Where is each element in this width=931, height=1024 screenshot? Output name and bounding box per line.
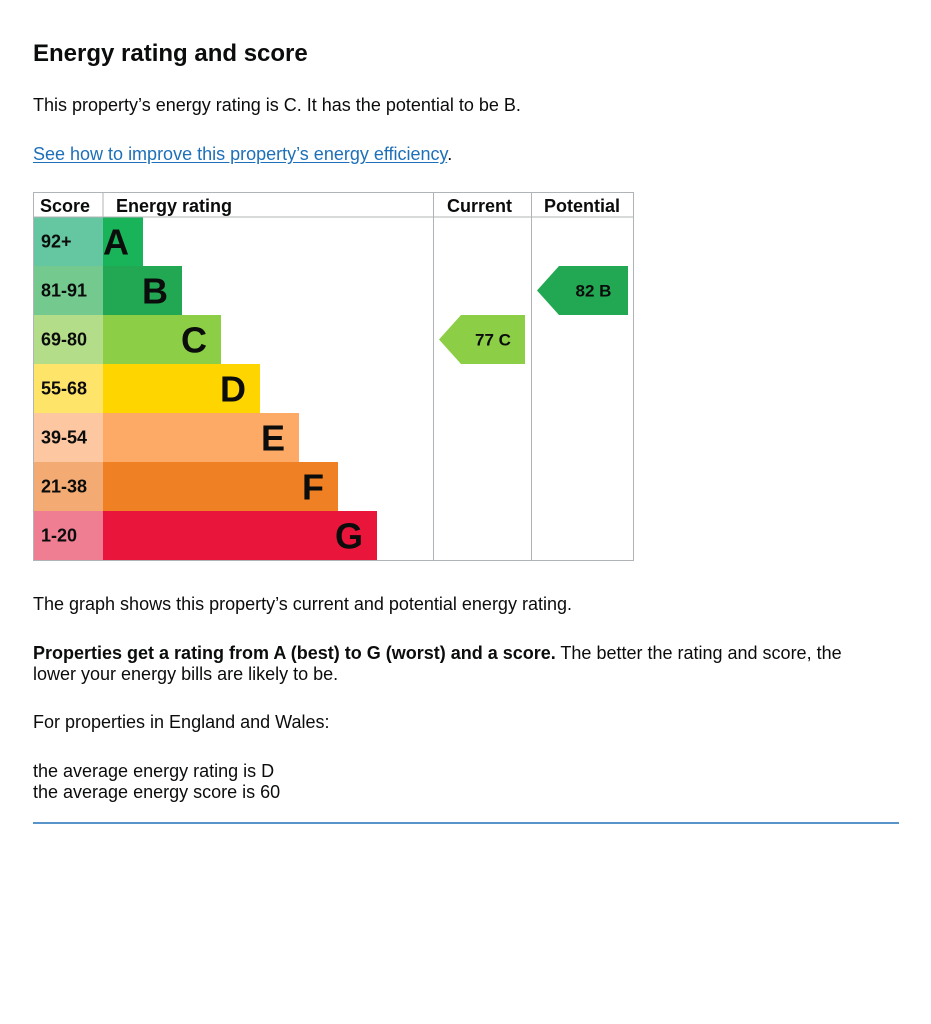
- average-score: the average energy score is 60: [33, 782, 281, 802]
- improve-paragraph: [33, 144, 452, 165]
- rating-info-rest: The better the rating and score, the: [555, 643, 842, 663]
- page-title: Energy rating and score: [33, 40, 308, 67]
- improve-link-suffix: .: [447, 144, 453, 164]
- score-label-b: 81-91: [41, 280, 88, 301]
- rating-summary: This property’s energy rating is C. It has the potential to be B.: [33, 95, 521, 115]
- score-label-e: 39-54: [41, 427, 88, 448]
- rating-info-bold: Properties get a rating from A (best) to G (worst) and a score.: [33, 643, 556, 663]
- score-label-f: 21-38: [41, 476, 88, 497]
- average-rating: the average energy rating is D: [33, 761, 275, 781]
- potential-rating-label: 82 B: [575, 281, 612, 301]
- header-energy-rating: Energy rating: [116, 196, 233, 216]
- rating-letter-f: F: [302, 466, 324, 508]
- energy-rating-chart: [33, 192, 635, 560]
- header-score: Score: [40, 196, 91, 216]
- header-potential: Potential: [544, 196, 621, 216]
- score-label-c: 69-80: [41, 329, 88, 350]
- header-current: Current: [447, 196, 513, 216]
- rating-info-line2: lower your energy bills are likely to be.: [33, 664, 339, 684]
- section-divider: [33, 822, 899, 824]
- rating-letter-g: G: [334, 515, 363, 557]
- current-rating-label: 77 C: [475, 330, 511, 350]
- rating-letter-c: C: [181, 319, 207, 361]
- rating-letter-a: A: [103, 221, 129, 263]
- score-label-g: 1-20: [41, 525, 78, 546]
- score-label-d: 55-68: [41, 378, 88, 399]
- region-intro: For properties in England and Wales:: [33, 712, 330, 732]
- score-label-a: 92+: [41, 231, 72, 252]
- rating-letter-b: B: [142, 270, 168, 312]
- graph-caption: The graph shows this property’s current and potential energy rating.: [33, 594, 572, 614]
- improve-efficiency-link[interactable]: See how to improve this property’s energy efficiency: [33, 144, 448, 164]
- rating-info: [33, 643, 842, 685]
- rating-letter-e: E: [260, 417, 285, 459]
- rating-letter-d: D: [220, 368, 246, 410]
